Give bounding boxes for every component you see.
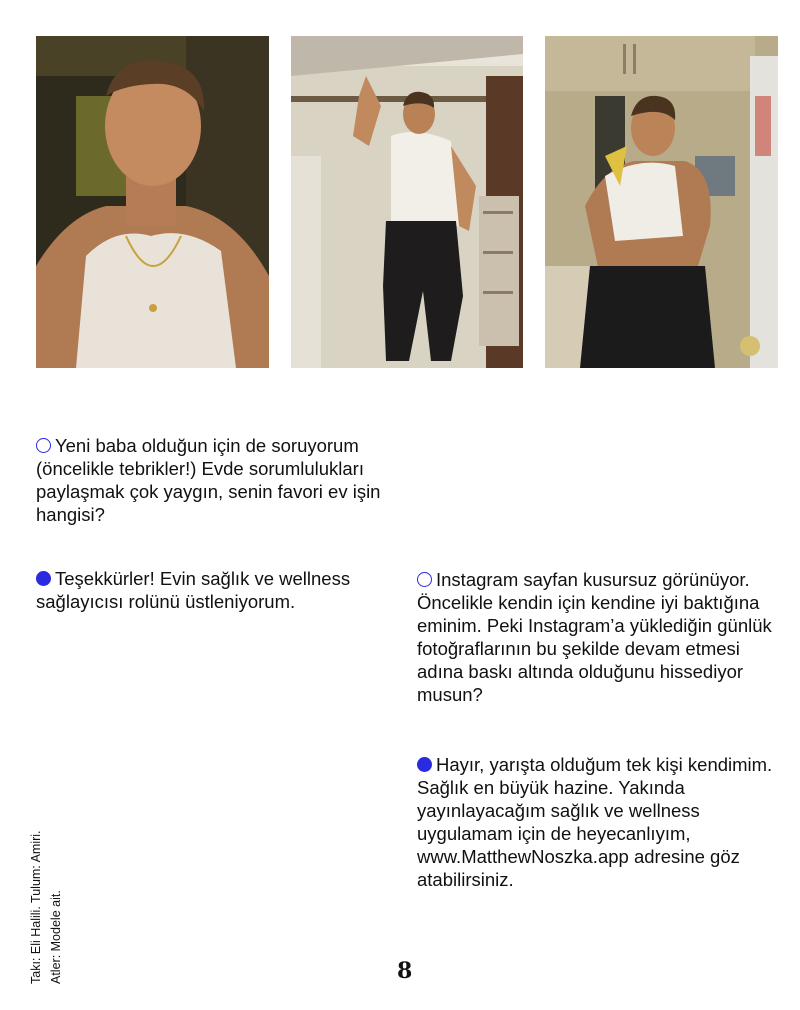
question-2-text: Instagram sayfan kusursuz görünüyor. Öncelikle kendin için kendine iyi baktığına eminim. Peki Instagram’a yüklediğin günlük fotoğraflarının bu şekilde devam etmesi adına baskı altında olduğunu hissediyor musun? [417, 569, 772, 705]
filled-circle-bullet-icon [36, 571, 51, 586]
man-laundry-room-photo [545, 36, 778, 368]
man-leaning-doorframe-photo [291, 36, 523, 368]
answer-2 [417, 753, 777, 891]
credits-line-1: Takı: Eli Halili. Tulum: Amiri. [29, 830, 43, 984]
question-2 [417, 568, 782, 706]
photo-credits [26, 830, 66, 984]
question-1 [36, 434, 396, 526]
answer-2-text: Hayır, yarışta olduğum tek kişi kendimim. Sağlık en büyük hazine. Yakında yayınlayacağım sağlık ve wellness uygulamam için de heyecanlıyım, www.MatthewNoszka.app adresine göz atabilirsiniz. [417, 754, 773, 890]
open-circle-bullet-icon [36, 438, 51, 453]
answer-1 [36, 567, 396, 613]
credits-line-2: Atler: Modele ait. [49, 890, 63, 984]
man-portrait-photo [36, 36, 269, 368]
page-number: 8 [397, 958, 413, 984]
open-circle-bullet-icon [417, 572, 432, 587]
answer-1-text: Teşekkürler! Evin sağlık ve wellness sağlayıcısı rolünü üstleniyorum. [36, 568, 351, 612]
filled-circle-bullet-icon [417, 757, 432, 772]
question-1-text: Yeni baba olduğun için de soruyorum (öncelikle tebrikler!) Evde sorumlulukları paylaşmak çok yaygın, senin favori ev işin hangisi? [36, 435, 381, 525]
